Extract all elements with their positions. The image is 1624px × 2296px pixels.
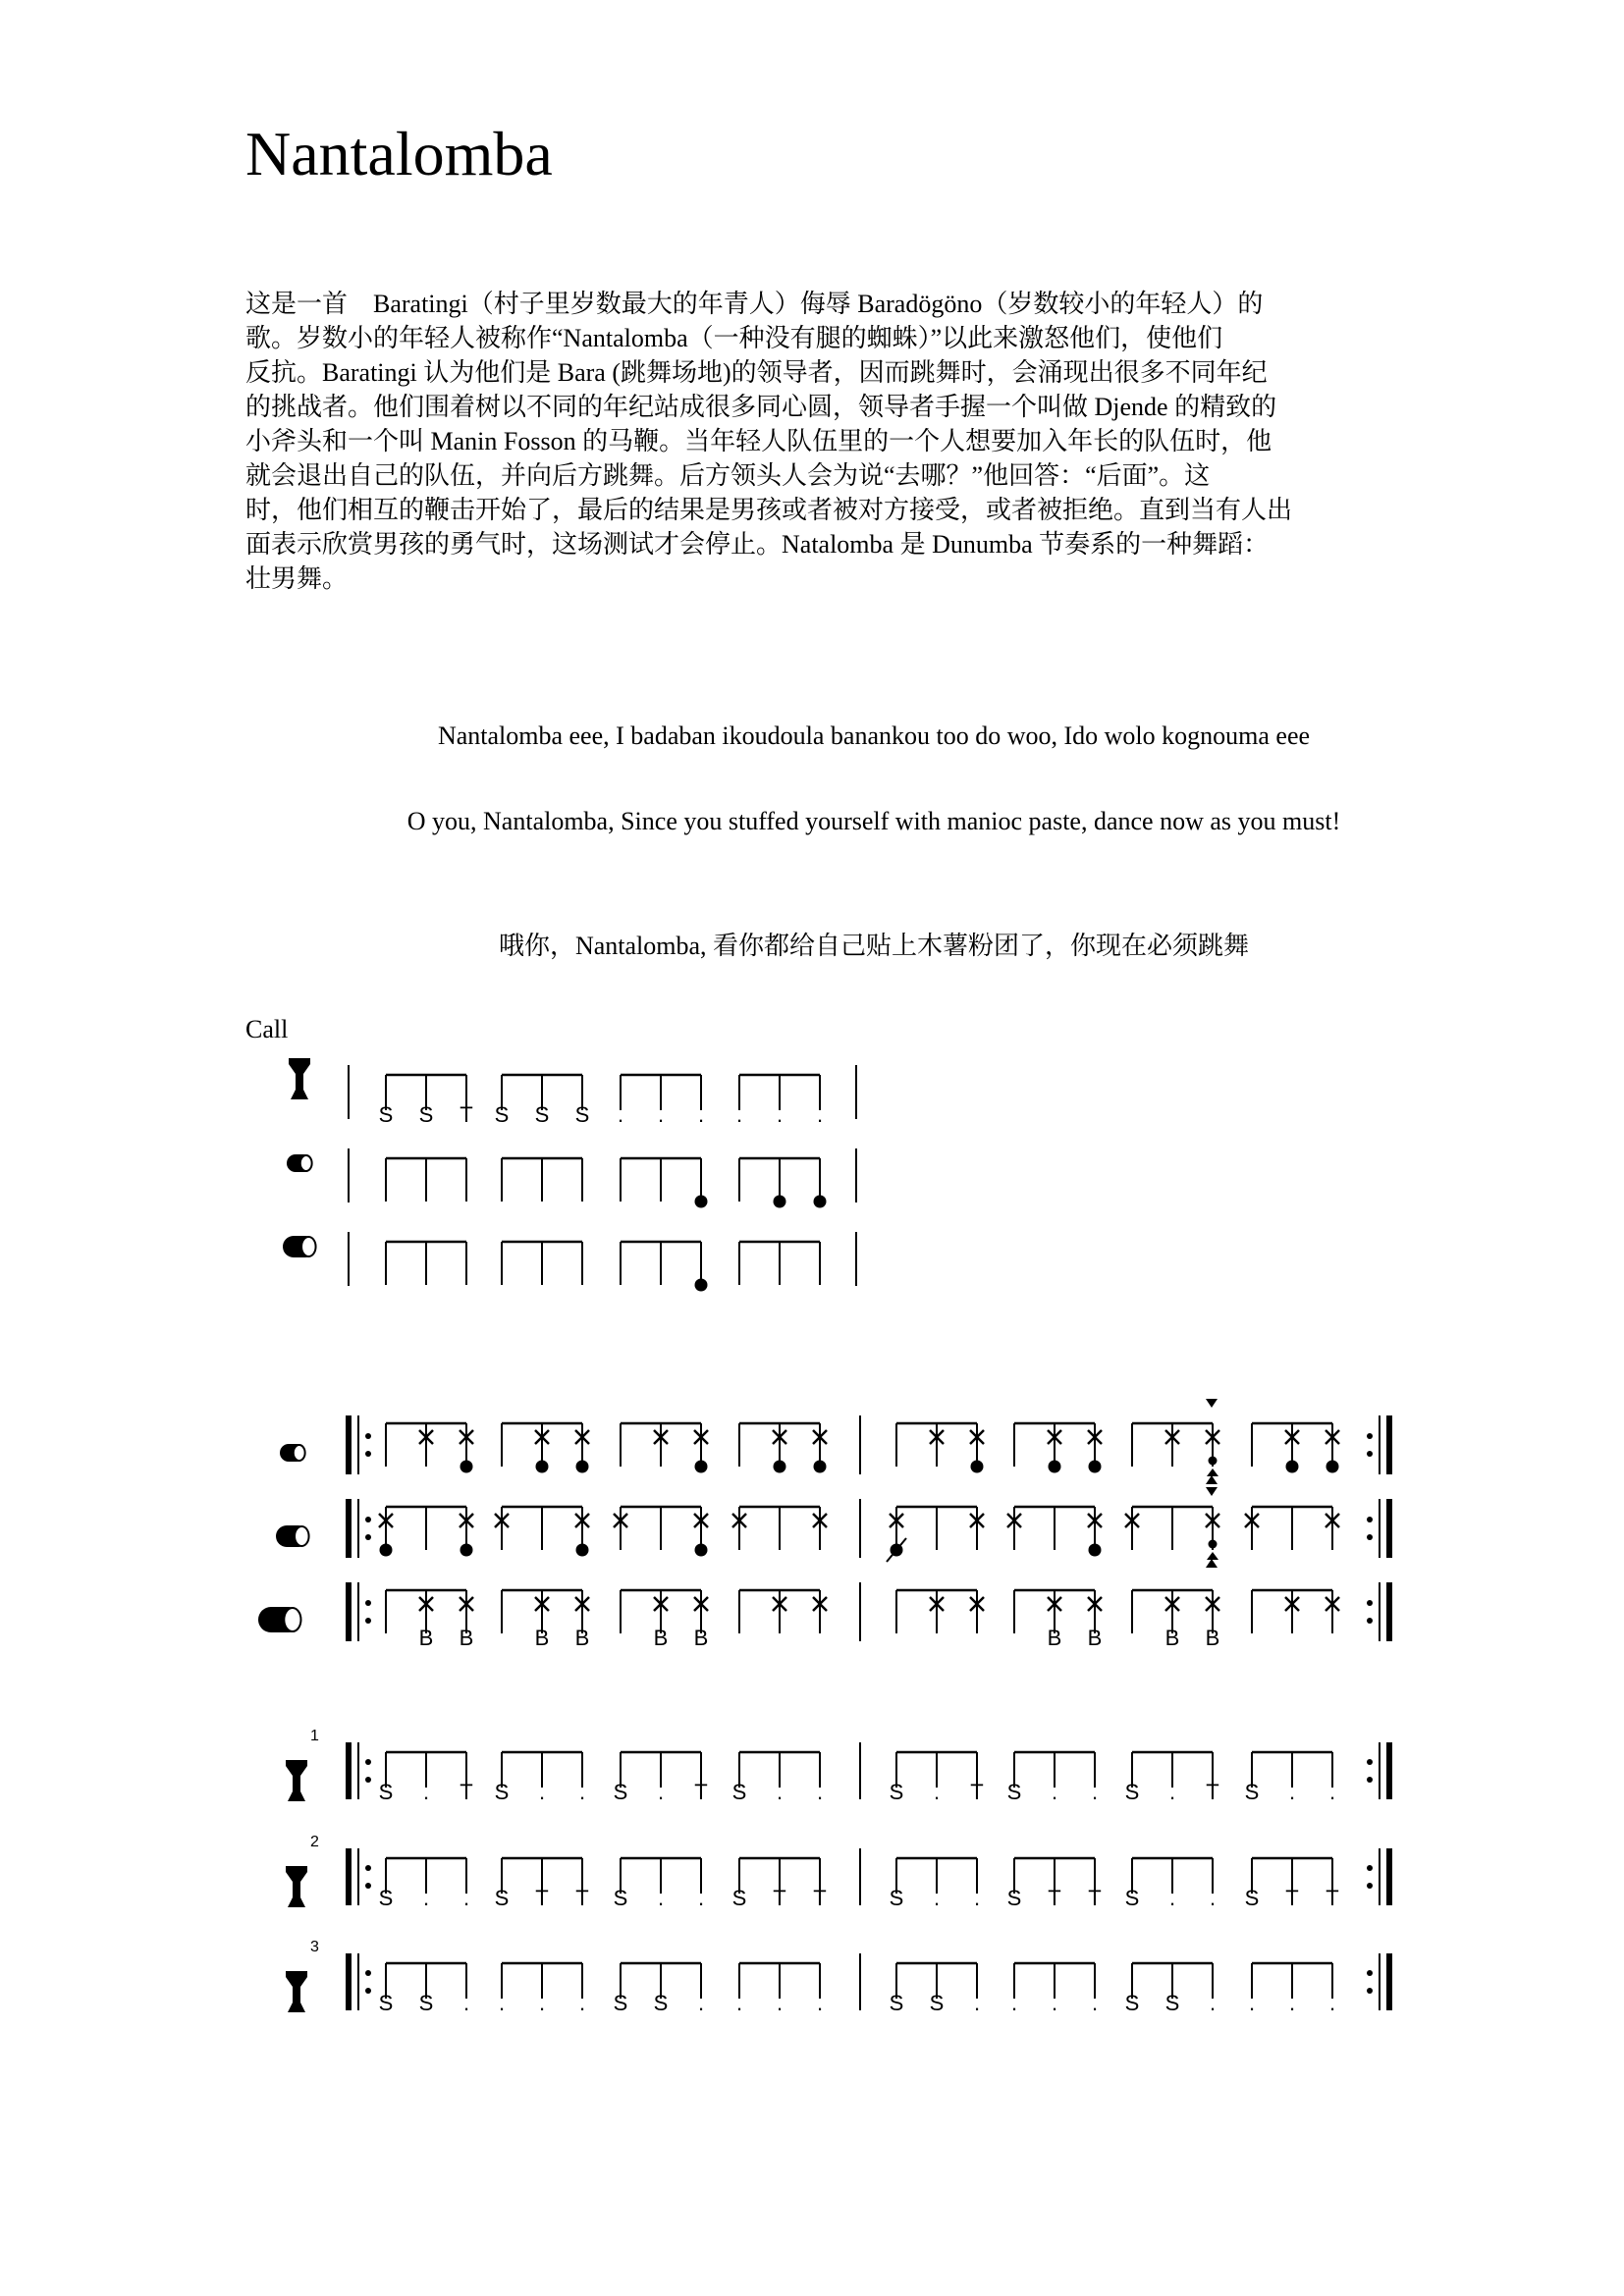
stroke-letter: T [460, 1780, 473, 1804]
open-note [1089, 1544, 1102, 1557]
djembe-icon [286, 1760, 307, 1801]
open-note [814, 1196, 827, 1208]
stroke-letter: . [657, 1780, 665, 1804]
stroke-letter: T [1285, 1886, 1299, 1910]
stroke-letter: . [498, 1991, 506, 2015]
stroke-letter: T [970, 1780, 984, 1804]
stroke-letter: . [816, 1102, 824, 1127]
small-dundun-icon [287, 1154, 312, 1172]
stroke-letter: . [1051, 1780, 1058, 1804]
stroke-letter: . [697, 1102, 705, 1127]
stroke-letter: B [693, 1626, 709, 1650]
open-note [576, 1461, 589, 1473]
djembe-part-number: 2 [310, 1834, 319, 1850]
djembe-part-number: 1 [310, 1728, 319, 1744]
stroke-letter: B [1087, 1626, 1103, 1650]
repeat-start [349, 1848, 371, 1905]
accent-mark [1206, 1559, 1218, 1568]
stroke-letter: . [578, 1780, 586, 1804]
stroke-letter: . [657, 1886, 665, 1910]
medium-dundun-icon [283, 1236, 316, 1257]
stroke-letter: B [459, 1626, 474, 1650]
stroke-letter: S [494, 1886, 510, 1910]
stroke-letter: . [422, 1780, 430, 1804]
intro-line: 就会退出自己的队伍，并向后方跳舞。后方领头人会为说“去哪？”他回答：“后面”。这 [245, 461, 1211, 490]
stroke-letter: . [816, 1780, 824, 1804]
notation-row [386, 1242, 820, 1292]
stroke-letter: S [613, 1780, 628, 1804]
flam-note [1209, 1457, 1218, 1466]
stroke-letter: . [1288, 1991, 1296, 2015]
stroke-letter: S [929, 1991, 945, 2015]
notation-row [386, 1158, 827, 1208]
repeat-end [1367, 1582, 1389, 1641]
open-note [695, 1544, 708, 1557]
stroke-letter: S [1006, 1780, 1022, 1804]
stroke-letter: S [1244, 1886, 1260, 1910]
lyric-original: Nantalomba eee, I badaban ikoudoula banankou too do woo, Ido wolo kognouma eee [437, 721, 1311, 750]
stroke-letter: . [1091, 1780, 1099, 1804]
stroke-letter: S [731, 1886, 747, 1910]
stroke-letter: . [1328, 1991, 1336, 2015]
repeat-end [1367, 1848, 1389, 1905]
stroke-letter: . [697, 1991, 705, 2015]
stroke-letter: S [653, 1991, 669, 2015]
open-note [774, 1461, 786, 1473]
notation-row [386, 1423, 1339, 1476]
stroke-letter: . [735, 1991, 743, 2015]
open-note [536, 1461, 549, 1473]
stroke-letter: T [460, 1102, 473, 1127]
intro-line: 壮男舞。 [245, 564, 349, 593]
open-note [695, 1461, 708, 1473]
stroke-letter: . [462, 1991, 470, 2015]
stroke-letter: S [889, 1780, 904, 1804]
stroke-letter: S [1124, 1991, 1140, 2015]
open-note [1089, 1461, 1102, 1473]
stroke-letter: T [773, 1886, 786, 1910]
stroke-letter: . [1288, 1780, 1296, 1804]
intro-line: 时，他们相互的鞭击开始了，最后的结果是男孩或者被对方接受，或者被拒绝。直到当有人出 [245, 496, 1293, 524]
stroke-letter: T [575, 1886, 589, 1910]
stroke-letter: S [1124, 1886, 1140, 1910]
open-note [1049, 1461, 1061, 1473]
djembe-icon [286, 1866, 307, 1907]
stroke-letter: . [1091, 1991, 1099, 2015]
djembe-icon [289, 1058, 310, 1099]
open-note [971, 1461, 984, 1473]
stroke-letter: T [1326, 1886, 1339, 1910]
repeat-end [1367, 1742, 1389, 1799]
accent-mark [1206, 1399, 1218, 1408]
stroke-letter: S [613, 1991, 628, 2015]
accent-mark [1206, 1475, 1218, 1484]
notation-row [379, 1752, 1335, 1804]
djembe-part-number: 3 [310, 1939, 319, 1955]
stroke-letter: . [973, 1886, 981, 1910]
stroke-letter: . [1010, 1991, 1018, 2015]
stroke-letter: . [422, 1886, 430, 1910]
stroke-letter: . [657, 1102, 665, 1127]
stroke-letter: . [1168, 1780, 1176, 1804]
stroke-letter: . [933, 1780, 941, 1804]
page-title: Nantalomba [245, 119, 553, 188]
stroke-letter: . [697, 1886, 705, 1910]
lyric-chinese: 哦你，Nantalomba, 看你都给自己贴上木薯粉团了，你现在必须跳舞 [498, 932, 1250, 960]
stroke-letter: S [494, 1780, 510, 1804]
flam-triangle [1207, 1468, 1218, 1476]
stroke-letter: . [617, 1102, 624, 1127]
stroke-letter: B [1047, 1626, 1062, 1650]
intro-line: 面表示欣赏男孩的勇气时，这场测试才会停止。Natalomba 是 Dunumba 节奏系的一种舞蹈： [245, 530, 1270, 559]
notation-row [379, 1858, 1339, 1910]
stroke-letter: B [1205, 1626, 1220, 1650]
stroke-letter: . [538, 1780, 546, 1804]
stroke-letter: . [1168, 1886, 1176, 1910]
notation-row [386, 1590, 1339, 1650]
stroke-letter: S [378, 1991, 394, 2015]
repeat-end [1367, 1499, 1389, 1558]
stroke-letter: B [653, 1626, 669, 1650]
stroke-letter: B [574, 1626, 590, 1650]
repeat-start [349, 1742, 371, 1799]
stroke-letter: T [813, 1886, 827, 1910]
djembe-icon [286, 1971, 307, 2012]
stroke-letter: B [1164, 1626, 1180, 1650]
stroke-letter: B [418, 1626, 434, 1650]
stroke-letter: . [538, 1991, 546, 2015]
open-note [1286, 1461, 1299, 1473]
stroke-letter: . [1328, 1780, 1336, 1804]
open-note [814, 1461, 827, 1473]
stroke-letter: S [418, 1102, 434, 1127]
stroke-letter: T [694, 1780, 708, 1804]
flam-triangle [1207, 1552, 1218, 1560]
repeat-start [349, 1953, 371, 2010]
open-note [460, 1544, 473, 1557]
stroke-letter: . [776, 1780, 784, 1804]
lyric-english: O you, Nantalomba, Since you stuffed yourself with manioc paste, dance now as you must! [406, 807, 1341, 835]
stroke-letter: . [1209, 1991, 1217, 2015]
repeat-start [349, 1582, 371, 1641]
stroke-letter: S [378, 1102, 394, 1127]
open-note [576, 1544, 589, 1557]
stroke-letter: S [613, 1886, 628, 1910]
stroke-letter: . [735, 1102, 743, 1127]
intro-line: 小斧头和一个叫 Manin Fosson 的马鞭。当年轻人队伍里的一个人想要加入年长的队伍时，他 [245, 427, 1272, 455]
open-note [695, 1279, 708, 1292]
stroke-letter: S [1124, 1780, 1140, 1804]
stroke-letter: S [418, 1991, 434, 2015]
stroke-letter: S [731, 1780, 747, 1804]
stroke-letter: . [933, 1886, 941, 1910]
stroke-letter: S [574, 1102, 590, 1127]
stroke-letter: . [1209, 1886, 1217, 1910]
stroke-letter: S [494, 1102, 510, 1127]
notation-row [379, 1963, 1335, 2015]
small-dundun-icon [280, 1444, 305, 1462]
stroke-letter: . [1248, 1991, 1256, 2015]
stroke-letter: . [776, 1991, 784, 2015]
accent-mark [1206, 1487, 1218, 1496]
notation-row [379, 1075, 823, 1127]
stroke-letter: S [534, 1102, 550, 1127]
stroke-letter: . [973, 1991, 981, 2015]
stroke-letter: T [535, 1886, 549, 1910]
call-label: Call [245, 1015, 289, 1043]
stroke-letter: T [1088, 1886, 1102, 1910]
open-note [380, 1544, 393, 1557]
medium-dundun-icon [276, 1525, 309, 1547]
stroke-letter: B [534, 1626, 550, 1650]
open-note [1326, 1461, 1339, 1473]
stroke-letter: S [1164, 1991, 1180, 2015]
stroke-letter: S [1244, 1780, 1260, 1804]
stroke-letter: . [816, 1991, 824, 2015]
stroke-letter: . [1051, 1991, 1058, 2015]
intro-line: 这是一首 Baratingi（村子里岁数最大的年青人）侮辱 Baradögöno（岁数较小的年轻人）的 [245, 290, 1264, 318]
stroke-letter: . [776, 1102, 784, 1127]
stroke-letter: . [462, 1886, 470, 1910]
stroke-letter: . [578, 1991, 586, 2015]
stroke-letter: S [1006, 1886, 1022, 1910]
flam-note [1209, 1540, 1218, 1549]
stroke-letter: S [889, 1886, 904, 1910]
repeat-end [1367, 1953, 1389, 2010]
intro-line: 歌。岁数小的年轻人被称作“Nantalomba（一种没有腿的蜘蛛）”以此来激怒他们，使他们 [245, 324, 1223, 352]
open-note [460, 1461, 473, 1473]
open-note [774, 1196, 786, 1208]
repeat-end [1367, 1415, 1389, 1474]
intro-line: 的挑战者。他们围着树以不同的年纪站成很多同心圆，领导者手握一个叫做 Djende 的精致的 [245, 393, 1277, 421]
stroke-letter: T [1206, 1780, 1219, 1804]
intro-line: 反抗。Baratingi 认为他们是 Bara (跳舞场地)的领导者，因而跳舞时，会涌现出很多不同年纪 [245, 358, 1268, 387]
repeat-start [349, 1499, 371, 1558]
stroke-letter: S [889, 1991, 904, 2015]
open-note [695, 1196, 708, 1208]
big-dundun-icon [258, 1607, 301, 1632]
repeat-start [349, 1415, 371, 1474]
stroke-letter: S [378, 1780, 394, 1804]
stroke-letter: S [378, 1886, 394, 1910]
stroke-letter: T [1048, 1886, 1061, 1910]
